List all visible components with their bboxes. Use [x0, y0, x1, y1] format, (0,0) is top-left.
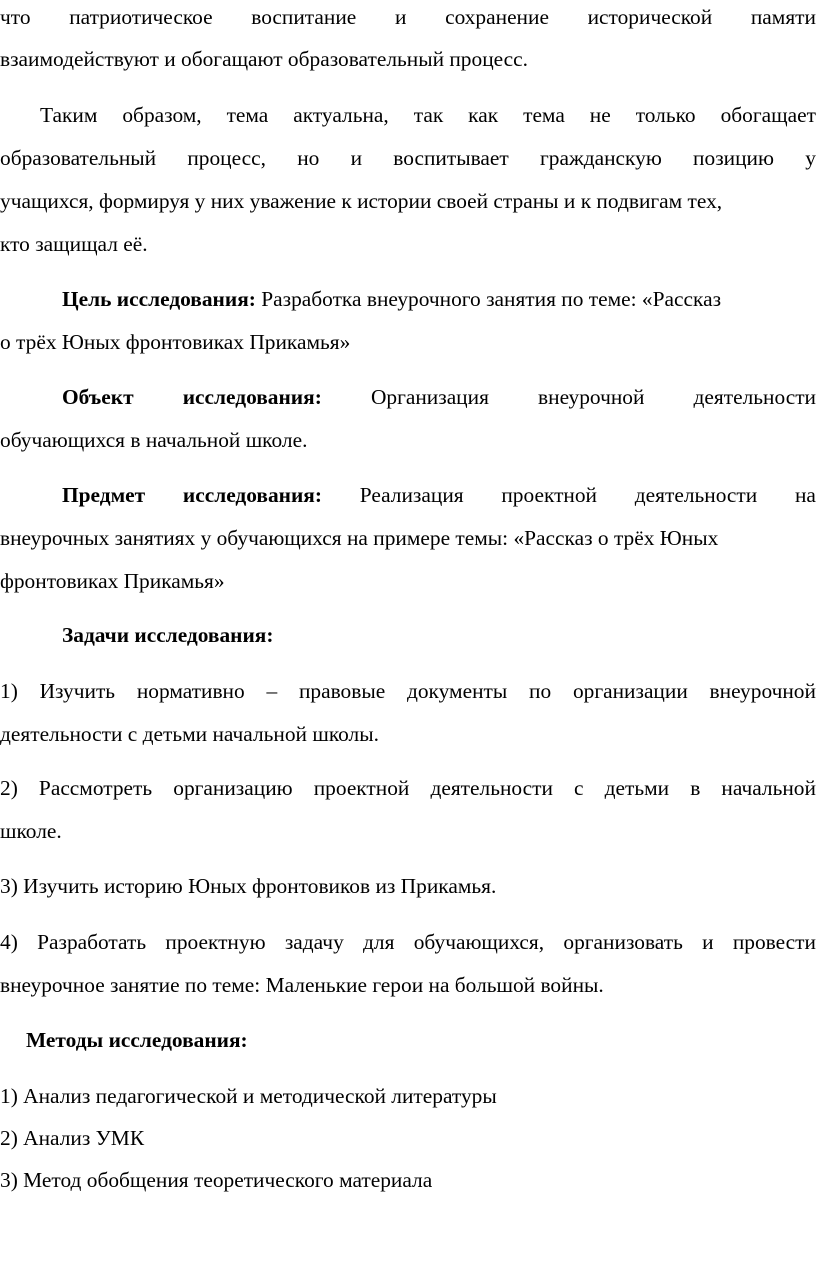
- task-4-line-1: [0, 927, 816, 957]
- word: на: [794, 483, 816, 507]
- conclusion-line-1: [40, 100, 816, 130]
- method-item-1: 1) Анализ педагогической и методической литературы: [0, 1084, 497, 1108]
- word: Организация: [370, 385, 489, 409]
- word: проектную: [165, 930, 266, 954]
- word: что: [0, 5, 31, 29]
- word: позицию: [693, 146, 774, 170]
- word: провести: [732, 930, 816, 954]
- word: но: [297, 146, 320, 170]
- intro-line-1: [0, 2, 816, 32]
- word: Рассмотреть: [38, 776, 153, 800]
- goal-label: Цель исследования:: [62, 287, 256, 311]
- word: 1): [0, 679, 18, 703]
- goal-line-2: о трёх Юных фронтовиках Прикамья»: [0, 330, 351, 354]
- word: воспитывает: [393, 146, 509, 170]
- word: Изучить: [39, 679, 116, 703]
- word: организации: [572, 679, 688, 703]
- task-3: 3) Изучить историю Юных фронтовиков из Прикамья.: [0, 874, 497, 898]
- word: исследования:: [182, 385, 322, 409]
- word: –: [266, 679, 278, 703]
- word: процесс,: [187, 146, 266, 170]
- word: с: [574, 776, 584, 800]
- word: для: [363, 930, 395, 954]
- word: обогащает: [720, 103, 816, 127]
- word: документы: [406, 679, 508, 703]
- word: деятельности: [693, 385, 816, 409]
- conclusion-line-2: [0, 143, 816, 173]
- word: правовые: [298, 679, 386, 703]
- method-item-3: 3) Метод обобщения теоретического материала: [0, 1168, 433, 1192]
- word: Разработать: [37, 930, 147, 954]
- word: образовательный: [0, 146, 157, 170]
- word: организацию: [173, 776, 293, 800]
- word: внеурочной: [538, 385, 645, 409]
- word: деятельности: [430, 776, 553, 800]
- word: Реализация: [359, 483, 464, 507]
- word: сохранение: [445, 5, 549, 29]
- word: образом,: [122, 103, 202, 127]
- word: и: [350, 146, 363, 170]
- method-item-2: 2) Анализ УМК: [0, 1126, 145, 1150]
- word: и: [702, 930, 714, 954]
- word: не: [589, 103, 611, 127]
- goal-text: Разработка внеурочного занятия по теме: «Рассказ: [255, 287, 722, 311]
- word: внеурочной: [709, 679, 816, 703]
- methods-heading: Методы исследования:: [26, 1028, 248, 1052]
- word: проектной: [501, 483, 598, 507]
- task-1-line-2: деятельности с детьми начальной школы.: [0, 722, 379, 746]
- word: исследования:: [182, 483, 322, 507]
- word: проектной: [313, 776, 410, 800]
- subject-line-2: внеурочных занятиях у обучающихся на примере темы: «Рассказ о трёх Юных: [0, 526, 719, 550]
- word: по: [529, 679, 552, 703]
- word: Объект: [62, 385, 134, 409]
- word: как: [468, 103, 499, 127]
- word: и: [394, 5, 407, 29]
- word: нормативно: [136, 679, 245, 703]
- word: патриотическое: [69, 5, 213, 29]
- word: актуальна,: [293, 103, 389, 127]
- subject-line-3: фронтовиках Прикамья»: [0, 569, 225, 593]
- tasks-heading: Задачи исследования:: [62, 623, 274, 647]
- object-line-2: обучающихся в начальной школе.: [0, 428, 308, 452]
- task-4-line-2: внеурочное занятие по теме: Маленькие герои на большой войны.: [0, 973, 604, 997]
- word: тема: [523, 103, 565, 127]
- intro-line-2: взаимодействуют и обогащают образовательный процесс.: [0, 47, 529, 71]
- goal-line-1: [62, 284, 816, 314]
- word: в: [690, 776, 701, 800]
- word: организовать: [563, 930, 683, 954]
- word: воспитание: [251, 5, 357, 29]
- word: у: [805, 146, 816, 170]
- word: только: [635, 103, 696, 127]
- word: так: [413, 103, 444, 127]
- word: 2): [0, 776, 18, 800]
- word: обучающихся,: [413, 930, 545, 954]
- task-1-line-1: [0, 676, 816, 706]
- word: Таким: [40, 103, 98, 127]
- task-2-line-1: [0, 773, 816, 803]
- word: деятельности: [634, 483, 758, 507]
- word: задачу: [284, 930, 344, 954]
- word: детьми: [604, 776, 670, 800]
- object-line-1: [62, 382, 816, 412]
- task-2-line-2: школе.: [0, 819, 62, 843]
- word: памяти: [750, 5, 816, 29]
- word: 4): [0, 930, 18, 954]
- word: Предмет: [62, 483, 146, 507]
- word: исторической: [587, 5, 713, 29]
- word: тема: [226, 103, 269, 127]
- conclusion-line-3: учащихся, формируя у них уважение к истории своей страны и к подвигам тех,: [0, 189, 723, 213]
- conclusion-line-4: кто защищал её.: [0, 232, 148, 256]
- word: начальной: [721, 776, 816, 800]
- subject-line-1: [62, 480, 816, 510]
- word: гражданскую: [539, 146, 662, 170]
